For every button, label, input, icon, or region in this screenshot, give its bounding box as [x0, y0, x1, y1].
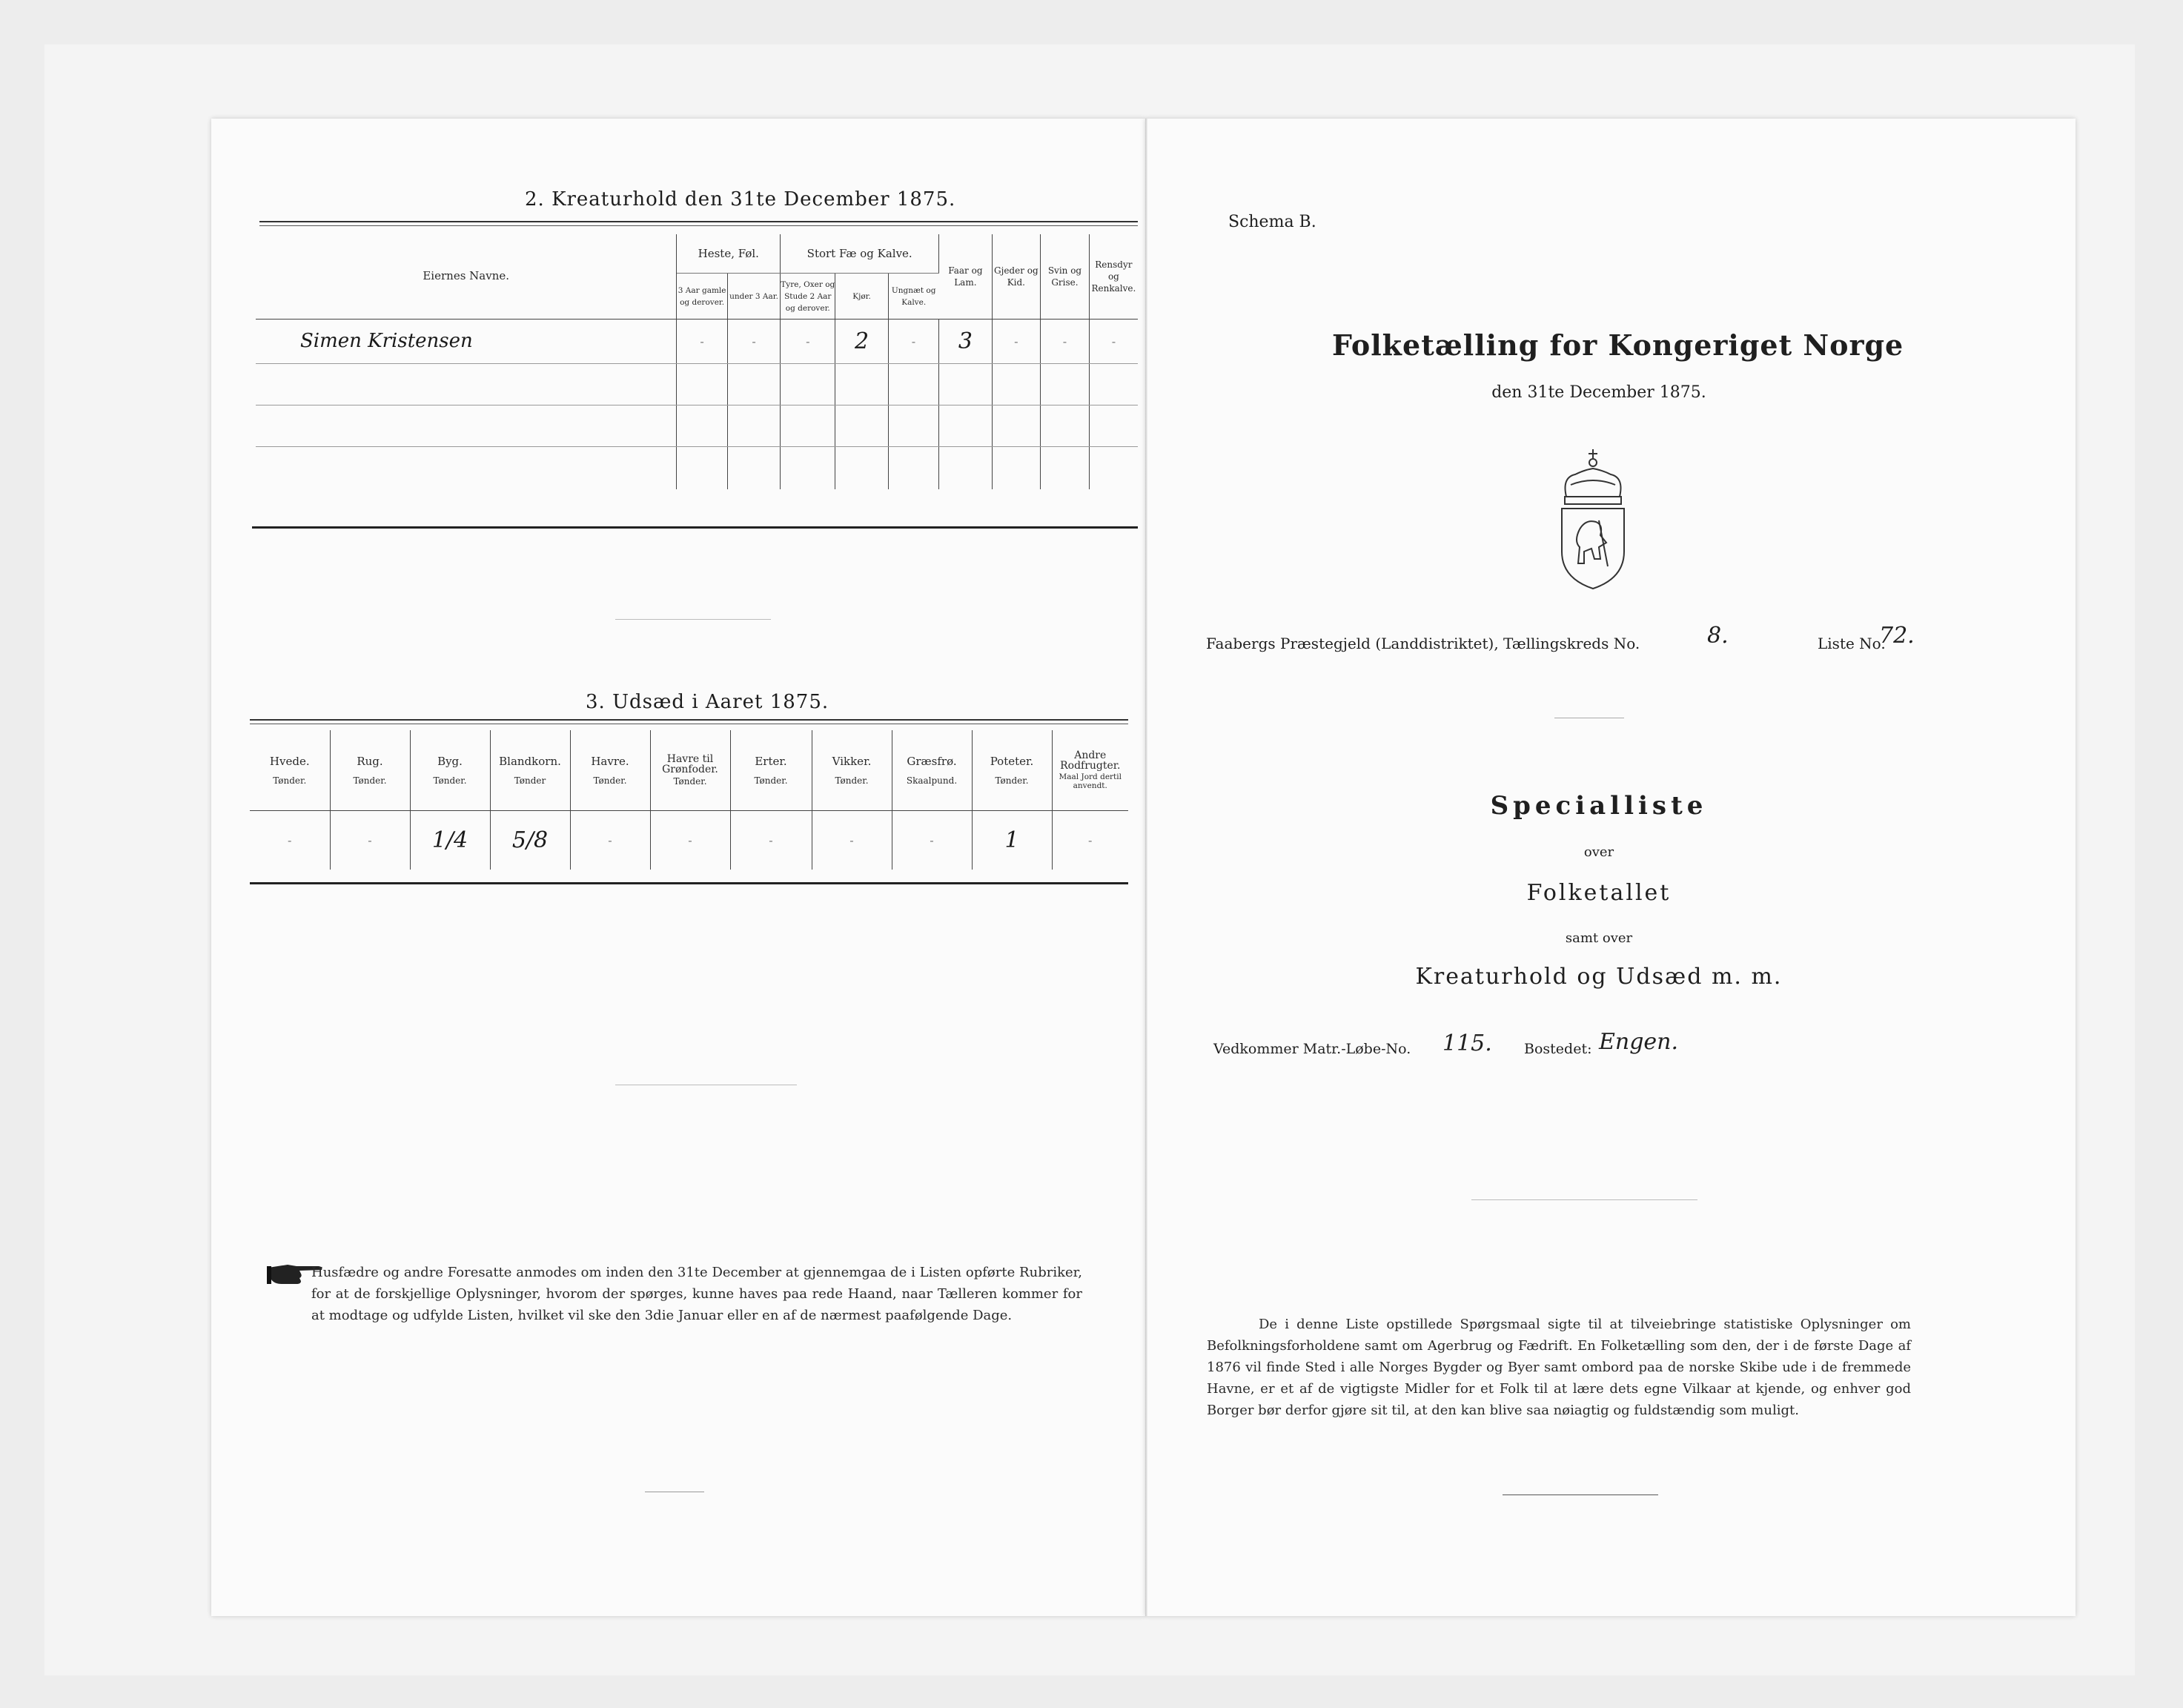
bosted-value: Engen.: [1599, 1029, 1679, 1055]
matr-label: Vedkommer Matr.-Løbe-No.: [1213, 1041, 1411, 1057]
cell-byg: 1/4: [410, 810, 490, 870]
section3-top-rule: [250, 719, 1128, 721]
liste-number: 72.: [1879, 623, 1915, 649]
census-title: Folketælling for Kongeriget Norge: [1332, 328, 1904, 362]
cell-vikker: -: [812, 810, 892, 870]
schema-label: Schema B.: [1228, 213, 1316, 231]
col-andre-rodfrugter: Andre Rodfrugter. Maal Jord dertil anvendt.: [1052, 730, 1128, 810]
over-label: over: [1583, 844, 1614, 860]
cell-pigs: -: [1041, 319, 1090, 363]
sheep-header: Faar og Lam.: [939, 234, 992, 319]
goats-header: Gjeder og Kid.: [992, 234, 1041, 319]
cell-horse-old: -: [677, 319, 727, 363]
livestock-table: [256, 234, 1138, 489]
col-erter: Erter. Tønder.: [730, 730, 812, 810]
samt-over-label: samt over: [1565, 930, 1633, 946]
section2-top-rule-2: [259, 225, 1138, 226]
bulls-header: Tyre, Oxer og Stude 2 Aar og derover.: [781, 273, 835, 319]
cell-horse-young: -: [727, 319, 780, 363]
cell-poteter: 1: [972, 810, 1052, 870]
table-row: [256, 405, 1138, 446]
cell-rug: -: [330, 810, 410, 870]
horses-group-header: Heste, Føl.: [677, 234, 781, 273]
cell-erter: -: [730, 810, 812, 870]
table-row: [250, 810, 1128, 870]
district-number: 8.: [1707, 623, 1729, 649]
col-vikker: Vikker. Tønder.: [812, 730, 892, 810]
liste-label: Liste No.: [1818, 635, 1886, 652]
matr-number: 115.: [1442, 1030, 1492, 1056]
pigs-header: Svin og Grise.: [1041, 234, 1090, 319]
census-date: den 31te December 1875.: [1491, 383, 1706, 402]
cell-reindeer: -: [1089, 319, 1138, 363]
divider: [615, 619, 771, 620]
section3-bottom-rule: [250, 882, 1128, 884]
cell-bulls: -: [781, 319, 835, 363]
col-havre: Havre. Tønder.: [570, 730, 650, 810]
livestock-seeding-label: Kreaturhold og Udsæd m. m.: [1415, 964, 1783, 990]
section2-top-rule: [259, 221, 1138, 222]
owner-name: Simen Kristensen: [256, 319, 677, 363]
notice-text: Husfædre og andre Foresatte anmodes om inden den 31te December at gjennemgaa de i Listen opførte Rubriker, for at de forskjellige Oplysninger, hvorom der spørges, kunne haves paa rede Haand, naar Tælleren kommer for at modtage og udfylde Listen, hvilket vil ske den 3die Januar eller en af de nærmest paafølgende Dage.: [311, 1265, 1082, 1323]
cell-blandkorn: 5/8: [490, 810, 570, 870]
cell-havre: -: [570, 810, 650, 870]
table-row: [256, 319, 1138, 363]
divider: [1471, 1199, 1697, 1200]
cell-andre-rodfrugter: -: [1088, 833, 1093, 847]
folketallet-label: Folketallet: [1526, 880, 1672, 906]
section3-title: 3. Udsæd i Aaret 1875.: [586, 691, 829, 713]
cows-header: Kjør.: [835, 273, 888, 319]
col-poteter: Poteter. Tønder.: [972, 730, 1052, 810]
owner-header: Eiernes Navne.: [256, 234, 677, 319]
col-rug: Rug. Tønder.: [330, 730, 410, 810]
horse-young-header: under 3 Aar.: [727, 273, 780, 319]
col-blandkorn: Blandkorn. Tønder: [490, 730, 570, 810]
cell-cows: 2: [835, 319, 888, 363]
cell-young-cattle: -: [888, 319, 939, 363]
horse-old-header: 3 Aar gamle og derover.: [677, 273, 727, 319]
divider: [1503, 1494, 1658, 1495]
coat-of-arms-emblem: [1554, 448, 1632, 590]
parish-label: Faabergs Præstegjeld (Landdistriktet), Tællingskreds No.: [1206, 635, 1640, 652]
col-hvede: Hvede. Tønder.: [250, 730, 330, 810]
cell-goats: -: [992, 319, 1041, 363]
col-byg: Byg. Tønder.: [410, 730, 490, 810]
cell-hvede: -: [250, 810, 330, 870]
footer-note: De i denne Liste opstillede Spørgsmaal sigte til at tilveiebringe statistiske Oplysninger om Befolkningsforholdene samt om Agerbrug og Fædrift. En Folketælling som den, der i de første Dage af 1876 vil finde Sted i alle Norges Bygder og Byer samt ombord paa de norske Skibe ude i de fremmede Havne, er et af de vigtigste Midler for et Folk til at lære dets egne Vilkaar at kjende, og enhver god Borger bør derfor gjøre sit til, at den kan blive saa nøiagtig og fuldstændig som muligt.: [1207, 1317, 1911, 1418]
cattle-group-header: Stort Fæ og Kalve.: [781, 234, 939, 273]
cell-graesfro: -: [892, 810, 972, 870]
young-cattle-header: Ungnæt og Kalve.: [888, 273, 939, 319]
seeding-table: [250, 730, 1128, 870]
section2-title: 2. Kreaturhold den 31te December 1875.: [525, 188, 956, 211]
cell-sheep: 3: [939, 319, 992, 363]
page-fold: [1145, 119, 1147, 1616]
table-row: [256, 363, 1138, 405]
special-list-title: Specialliste: [1490, 791, 1708, 821]
reindeer-header: Rensdyr og Renkalve.: [1089, 234, 1138, 319]
col-graesfro: Græsfrø. Skaalpund.: [892, 730, 972, 810]
section2-bottom-rule: [252, 526, 1138, 529]
col-havre-gronfoder: Havre til Grønfoder. Tønder.: [650, 730, 730, 810]
bosted-label: Bostedet:: [1524, 1041, 1592, 1057]
cell-havre-gronfoder: -: [650, 810, 730, 870]
table-row: [256, 446, 1138, 489]
